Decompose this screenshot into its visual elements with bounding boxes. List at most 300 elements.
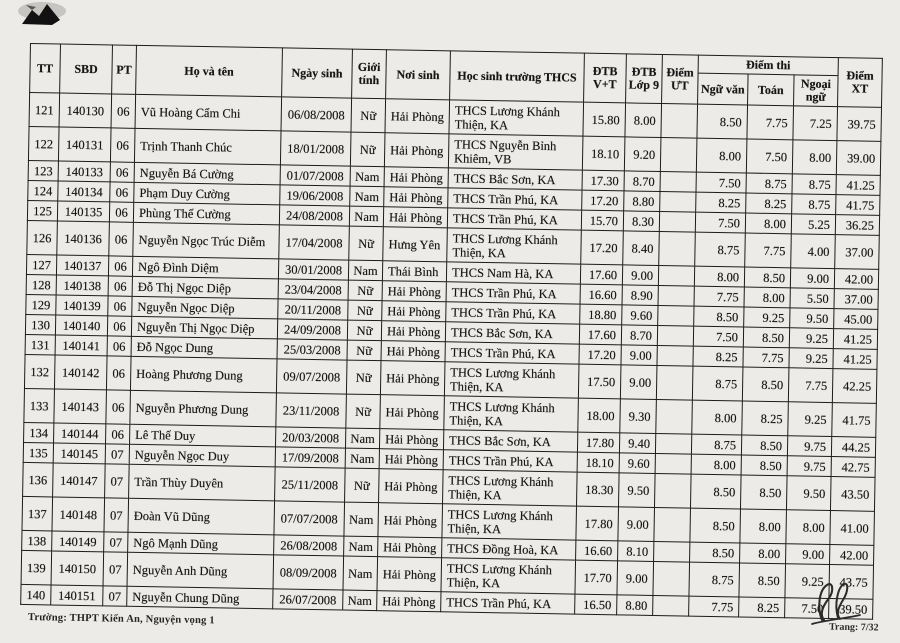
cell-ngay-sinh: 18/01/2008 <box>280 131 351 166</box>
cell-sbd: 140135 <box>57 201 109 222</box>
cell-toan: 8.00 <box>740 509 787 544</box>
cell-ngoai-ngu: 8.00 <box>786 510 831 545</box>
cell-ngoai-ngu: 5.25 <box>791 214 835 235</box>
header-ngay-sinh: Ngày sinh <box>282 48 353 98</box>
cell-tt: 128 <box>26 274 56 295</box>
cell-toan: 8.25 <box>739 597 785 618</box>
cell-gioi-tinh: Nữ <box>346 394 381 429</box>
cell-dtb-lop-9: 9.00 <box>617 561 654 596</box>
cell-dtb-v-t: 17.20 <box>582 190 624 211</box>
cell-dtb-v-t: 17.80 <box>577 432 619 453</box>
header-noi-sinh: Nơi sinh <box>386 50 451 100</box>
cell-dtb-lop-9: 8.40 <box>623 231 660 266</box>
cell-ngay-sinh: 17/09/2008 <box>275 447 345 468</box>
cell-ngay-sinh: 24/09/2008 <box>277 319 347 340</box>
cell-diem-xt: 41.25 <box>836 175 880 196</box>
cell-ho-va-ten: Đoàn Vũ Dũng <box>128 498 275 535</box>
cell-tt: 127 <box>26 254 56 275</box>
cell-tt: 133 <box>24 388 55 423</box>
header-ngu-van: Ngữ văn <box>698 73 749 105</box>
cell-noi-sinh: Hải Phòng <box>384 187 448 208</box>
header-ngoai-ngu: Ngoại ngữ <box>794 75 839 107</box>
cell-toan: 7.50 <box>746 139 793 174</box>
cell-noi-sinh: Hải Phòng <box>381 321 445 342</box>
cell-dtb-v-t: 18.10 <box>582 136 625 171</box>
cell-sbd: 140142 <box>54 355 107 390</box>
cell-tt: 129 <box>26 294 56 315</box>
cell-ngay-sinh: 24/08/2008 <box>279 205 349 226</box>
cell-diem-xt: 39.50 <box>829 599 873 620</box>
cell-ngoai-ngu: 9.50 <box>790 308 834 329</box>
cell-dtb-lop-9: 9.20 <box>624 137 661 172</box>
cell-noi-sinh: Hải Phòng <box>382 301 446 322</box>
cell-diem-ut <box>653 595 689 616</box>
cell-tt: 130 <box>25 314 55 335</box>
cell-noi-sinh: Hải Phòng <box>380 361 445 396</box>
cell-diem-ut <box>654 473 691 508</box>
cell-ngu-van: 8.25 <box>693 346 743 367</box>
cell-gioi-tinh: Nam <box>345 428 379 449</box>
header-truong-thcs: Học sinh trường THCS <box>450 51 585 102</box>
cell-tt: 135 <box>23 442 53 463</box>
cell-ho-va-ten: Phạm Duy Cường <box>134 182 280 205</box>
cell-sbd: 140138 <box>56 275 108 296</box>
cell-toan: 8.25 <box>742 401 789 436</box>
cell-noi-sinh: Hải Phòng <box>379 429 443 450</box>
cell-diem-ut <box>660 172 696 193</box>
cell-gioi-tinh: Nam <box>344 502 379 537</box>
cell-dtb-lop-9: 9.60 <box>619 453 655 474</box>
cell-pt: 06 <box>111 94 136 128</box>
cell-diem-xt: 36.25 <box>835 215 879 236</box>
cell-sbd: 140140 <box>55 315 107 336</box>
cell-sbd: 140136 <box>57 221 110 256</box>
cell-dtb-v-t: 16.60 <box>576 540 618 561</box>
cell-dtb-lop-9: 8.30 <box>623 211 659 232</box>
cell-ngoai-ngu: 8.75 <box>792 194 836 215</box>
cell-ho-va-ten: Ngô Đình Diệm <box>132 256 278 279</box>
cell-gioi-tinh: Nam <box>349 206 383 227</box>
cell-tt: 123 <box>28 160 58 181</box>
cell-ngu-van: 7.50 <box>696 172 746 193</box>
cell-diem-ut <box>660 138 697 173</box>
handwritten-signature <box>806 578 862 628</box>
cell-ngoai-ngu: 9.75 <box>787 456 831 477</box>
cell-ngay-sinh: 30/01/2008 <box>278 259 348 280</box>
cell-diem-xt: 42.00 <box>834 269 878 290</box>
cell-ngoai-ngu: 9.50 <box>786 476 831 511</box>
cell-sbd: 140130 <box>59 93 112 128</box>
cell-ngoai-ngu: 7.50 <box>785 598 829 619</box>
cell-ngay-sinh: 08/09/2008 <box>273 555 344 590</box>
header-gioi-tinh: Giới tính <box>352 49 387 99</box>
cell-pt: 06 <box>107 336 131 356</box>
cell-noi-sinh: Thái Bình <box>382 261 446 282</box>
cell-dtb-lop-9: 9.50 <box>618 473 655 508</box>
cell-ngay-sinh: 26/07/2008 <box>273 589 343 610</box>
cell-noi-sinh: Hải Phòng <box>380 395 445 430</box>
cell-truong-thcs: THCS Lương Khánh Thiện, KA <box>442 504 577 540</box>
cell-gioi-tinh: Nữ <box>346 360 381 395</box>
cell-toan: 8.50 <box>743 327 789 348</box>
cell-sbd: 140150 <box>51 551 104 586</box>
cell-diem-ut <box>657 325 693 346</box>
cell-tt: 138 <box>22 530 52 551</box>
cell-diem-ut <box>654 541 690 562</box>
cell-ngay-sinh: 17/04/2008 <box>279 225 350 260</box>
cell-dtb-v-t: 17.60 <box>579 324 621 345</box>
cell-dtb-v-t: 17.80 <box>576 506 619 541</box>
header-dtb-lop-9: ĐTB Lớp 9 <box>626 54 663 104</box>
cell-pt: 06 <box>108 276 132 296</box>
cell-pt: 07 <box>105 444 129 464</box>
cell-sbd: 140147 <box>53 463 106 498</box>
cell-dtb-lop-9: 9.40 <box>619 433 655 454</box>
cell-ngu-van: 8.75 <box>692 366 743 401</box>
cell-diem-xt: 43.50 <box>830 477 875 512</box>
cell-dtb-lop-9: 8.00 <box>625 103 662 138</box>
cell-ngu-van: 8.75 <box>695 232 746 267</box>
cell-pt: 06 <box>106 356 131 390</box>
cell-noi-sinh: Hải Phòng <box>384 167 448 188</box>
cell-noi-sinh: Hải Phòng <box>382 281 446 302</box>
cell-sbd: 140149 <box>52 531 104 552</box>
cell-diem-xt: 45.00 <box>834 309 878 330</box>
cell-diem-xt: 37.00 <box>834 289 878 310</box>
cell-toan: 8.25 <box>746 193 792 214</box>
cell-ngu-van: 8.75 <box>691 434 741 455</box>
cell-diem-xt: 39.00 <box>836 141 881 176</box>
cell-truong-thcs: THCS Lương Khánh Thiện, KA <box>441 558 576 594</box>
cell-truong-thcs: THCS Lương Khánh Thiện, KA <box>444 396 579 432</box>
cell-diem-xt: 41.75 <box>832 403 877 438</box>
cell-pt: 06 <box>110 182 134 202</box>
footer-school-label: Trường: THPT Kiến An, Nguyện vọng 1 <box>27 612 215 627</box>
cell-gioi-tinh: Nữ <box>348 300 382 321</box>
cell-pt: 06 <box>109 222 134 256</box>
cell-ho-va-ten: Nguyễn Phương Dung <box>130 390 277 427</box>
cell-gioi-tinh: Nữ <box>351 98 386 133</box>
cell-pt: 07 <box>103 552 128 586</box>
cell-toan: 8.75 <box>746 173 792 194</box>
cell-dtb-v-t: 18.00 <box>578 398 621 433</box>
cell-diem-ut <box>659 212 695 233</box>
cell-toan: 8.50 <box>741 455 787 476</box>
cell-toan: 7.75 <box>747 105 794 140</box>
cell-gioi-tinh: Nam <box>345 448 379 469</box>
cell-diem-ut <box>658 306 694 327</box>
cell-ngoai-ngu: 9.25 <box>789 328 833 349</box>
cell-ngay-sinh: 20/11/2008 <box>278 299 348 320</box>
cell-diem-xt: 41.00 <box>830 511 875 546</box>
cell-tt: 132 <box>24 354 55 389</box>
cell-tt: 126 <box>27 220 58 255</box>
cell-pt: 06 <box>106 424 130 444</box>
cell-toan: 8.50 <box>740 475 787 510</box>
cell-dtb-lop-9: 9.00 <box>621 345 657 366</box>
cell-toan: 9.25 <box>744 307 790 328</box>
cell-ho-va-ten: Nguyễn Ngọc Trúc Diễm <box>133 222 280 259</box>
header-toan: Toán <box>748 74 795 106</box>
cell-truong-thcs: THCS Trần Phú, KA <box>441 592 575 614</box>
cell-pt: 06 <box>110 162 134 182</box>
cell-ngu-van: 8.00 <box>696 138 747 173</box>
cell-truong-thcs: THCS Lương Khánh Thiện, KA <box>449 100 584 136</box>
cell-tt: 125 <box>27 200 57 221</box>
cell-ngu-van: 8.50 <box>690 542 740 563</box>
cell-ho-va-ten: Hoàng Phương Dung <box>130 356 277 393</box>
cell-ngu-van: 8.50 <box>690 474 741 509</box>
cell-dtb-lop-9: 9.60 <box>622 305 658 326</box>
cell-truong-thcs: THCS Lương Khánh Thiện, KA <box>447 228 582 264</box>
cell-dtb-v-t: 17.30 <box>582 170 624 191</box>
cell-ngoai-ngu: 9.25 <box>788 402 833 437</box>
cell-dtb-v-t: 17.60 <box>580 264 622 285</box>
cell-diem-xt: 37.00 <box>835 235 880 270</box>
cell-dtb-v-t: 16.50 <box>575 594 617 615</box>
cell-diem-ut <box>653 561 690 596</box>
cell-ngay-sinh: 23/11/2008 <box>276 393 347 428</box>
cell-gioi-tinh: Nữ <box>347 320 381 341</box>
cell-truong-thcs: THCS Trần Phú, KA <box>446 282 580 304</box>
cell-dtb-lop-9: 8.70 <box>624 171 660 192</box>
cell-diem-xt: 39.75 <box>837 107 882 142</box>
cell-ngu-van: 8.50 <box>697 104 748 139</box>
cell-diem-xt: 42.00 <box>830 545 874 566</box>
header-sbd: SBD <box>60 44 113 94</box>
cell-ngay-sinh: 09/07/2008 <box>276 359 347 394</box>
cell-ngu-van: 7.50 <box>693 326 743 347</box>
cell-truong-thcs: THCS Bắc Sơn, KA <box>445 322 579 344</box>
cell-noi-sinh: Hưng Yên <box>383 227 448 262</box>
cell-diem-ut <box>655 433 691 454</box>
cell-tt: 137 <box>22 496 53 531</box>
cell-truong-thcs: THCS Bắc Sơn, KA <box>448 168 582 190</box>
cell-toan: 8.00 <box>740 543 786 564</box>
cell-dtb-lop-9: 8.80 <box>617 595 653 616</box>
cell-dtb-lop-9: 9.00 <box>618 507 655 542</box>
cell-truong-thcs: THCS Lương Khánh Thiện, KA <box>443 470 578 506</box>
cell-sbd: 140141 <box>55 335 107 356</box>
cell-ngu-van: 8.75 <box>689 562 740 597</box>
cell-dtb-lop-9: 8.80 <box>624 191 660 212</box>
cell-toan: 8.50 <box>742 367 789 402</box>
cell-gioi-tinh: Nam <box>344 536 378 557</box>
cell-ngoai-ngu: 9.75 <box>787 436 831 457</box>
cell-gioi-tinh: Nữ <box>347 340 381 361</box>
cell-noi-sinh: Hải Phòng <box>381 341 445 362</box>
scan-corner-mark-icon <box>16 1 70 29</box>
cell-ngoai-ngu: 9.25 <box>785 564 830 599</box>
cell-sbd: 140151 <box>51 585 103 606</box>
cell-dtb-lop-9: 9.00 <box>620 365 657 400</box>
cell-gioi-tinh: Nam <box>350 166 384 187</box>
cell-sbd: 140148 <box>52 497 105 532</box>
cell-gioi-tinh: Nam <box>343 556 378 591</box>
cell-diem-ut <box>660 192 696 213</box>
cell-sbd: 140143 <box>54 389 107 424</box>
cell-ho-va-ten: Trần Thùy Duyên <box>129 464 276 501</box>
cell-tt: 140 <box>21 584 51 605</box>
cell-ngoai-ngu: 4.00 <box>791 234 836 269</box>
header-pt: PT <box>112 45 137 94</box>
header-tt: TT <box>30 44 61 94</box>
cell-diem-ut <box>658 266 694 287</box>
cell-gioi-tinh: Nữ <box>350 132 385 167</box>
cell-ho-va-ten: Đỗ Ngọc Dung <box>131 336 277 359</box>
cell-dtb-lop-9: 8.90 <box>622 285 658 306</box>
scanned-sheet <box>20 43 884 638</box>
cell-tt: 124 <box>28 180 58 201</box>
cell-toan: 7.75 <box>743 347 789 368</box>
cell-ngu-van: 7.75 <box>689 596 739 617</box>
cell-diem-ut <box>658 286 694 307</box>
cell-truong-thcs: THCS Bắc Sơn, KA <box>443 430 577 452</box>
cell-ho-va-ten: Nguyễn Ngọc Diệp <box>132 296 278 319</box>
cell-truong-thcs: THCS Nam Hà, KA <box>446 262 580 284</box>
cell-ngoai-ngu: 8.75 <box>792 174 836 195</box>
cell-ngoai-ngu: 5.50 <box>790 288 834 309</box>
cell-ho-va-ten: Phùng Thế Cường <box>133 202 279 225</box>
student-score-table <box>20 43 883 620</box>
cell-ngu-van: 8.25 <box>696 192 746 213</box>
cell-pt: 06 <box>109 202 133 222</box>
cell-ho-va-ten: Nguyễn Ngọc Duy <box>129 444 275 467</box>
cell-truong-thcs: THCS Nguyễn Bỉnh Khiêm, VB <box>448 134 583 170</box>
cell-ngay-sinh: 26/08/2008 <box>274 535 344 556</box>
cell-diem-xt: 44.25 <box>831 437 875 458</box>
cell-noi-sinh: Hải Phòng <box>378 503 443 538</box>
cell-ho-va-ten: Nguyễn Chung Dũng <box>127 586 273 609</box>
cell-ho-va-ten: Trịnh Thanh Chúc <box>134 128 281 165</box>
cell-dtb-lop-9: 9.00 <box>622 265 658 286</box>
cell-sbd: 140144 <box>54 423 106 444</box>
cell-tt: 134 <box>24 422 54 443</box>
cell-dtb-v-t: 16.60 <box>580 284 622 305</box>
cell-ngay-sinh: 07/07/2008 <box>274 501 345 536</box>
header-dtb-v-t: ĐTB V+T <box>584 53 627 103</box>
cell-noi-sinh: Hải Phòng <box>384 133 449 168</box>
header-ho-va-ten: Họ và tên <box>136 45 283 97</box>
cell-truong-thcs: THCS Trần Phú, KA <box>448 188 582 210</box>
cell-toan: 8.00 <box>744 287 790 308</box>
cell-toan: 8.00 <box>745 213 791 234</box>
cell-dtb-lop-9: 9.30 <box>620 399 657 434</box>
cell-ho-va-ten: Ngô Mạnh Dũng <box>128 532 274 555</box>
cell-ngu-van: 8.00 <box>694 266 744 287</box>
cell-ho-va-ten: Vũ Hoàng Cẩm Chi <box>135 94 282 131</box>
cell-ngay-sinh: 01/07/2008 <box>280 165 350 186</box>
cell-ho-va-ten: Nguyễn Anh Dũng <box>127 552 274 589</box>
cell-diem-xt: 43.75 <box>829 565 874 600</box>
cell-ngoai-ngu: 9.00 <box>790 268 834 289</box>
cell-toan: 8.50 <box>741 435 787 456</box>
cell-truong-thcs: THCS Trần Phú, KA <box>445 342 579 364</box>
table-body <box>21 93 882 620</box>
cell-diem-ut <box>655 453 691 474</box>
cell-gioi-tinh: Nam <box>348 260 382 281</box>
cell-diem-xt: 41.25 <box>833 329 877 350</box>
cell-sbd: 140139 <box>56 295 108 316</box>
cell-diem-xt: 42.75 <box>831 457 875 478</box>
cell-sbd: 140134 <box>58 181 110 202</box>
cell-tt: 136 <box>23 462 54 497</box>
cell-ngu-van: 8.50 <box>694 306 744 327</box>
cell-ngay-sinh: 23/04/2008 <box>278 279 348 300</box>
header-diem-xt: Điểm XT <box>838 58 883 108</box>
cell-ngoai-ngu: 9.25 <box>789 348 833 369</box>
cell-ngay-sinh: 25/11/2008 <box>275 467 346 502</box>
cell-ngu-van: 8.50 <box>690 508 741 543</box>
cell-dtb-v-t: 17.70 <box>575 560 618 595</box>
cell-ho-va-ten: Lê Thế Duy <box>130 424 276 447</box>
cell-ho-va-ten: Nguyễn Bá Cường <box>134 162 280 185</box>
cell-pt: 06 <box>107 316 131 336</box>
cell-ngay-sinh: 06/08/2008 <box>281 97 352 132</box>
cell-tt: 121 <box>29 93 60 128</box>
cell-dtb-v-t: 18.80 <box>580 304 622 325</box>
cell-pt: 07 <box>104 498 129 532</box>
cell-diem-ut <box>654 507 691 542</box>
cell-dtb-v-t: 18.10 <box>577 452 619 473</box>
cell-diem-ut <box>661 104 698 139</box>
cell-diem-xt: 41.25 <box>833 349 877 370</box>
cell-diem-ut <box>656 365 693 400</box>
cell-sbd: 140145 <box>53 443 105 464</box>
cell-ho-va-ten: Nguyễn Thị Ngọc Diệp <box>131 316 277 339</box>
cell-noi-sinh: Hải Phòng <box>379 449 443 470</box>
page-number: Trang: 7/32 <box>828 621 879 634</box>
header-diem-ut: Điểm ƯT <box>662 55 699 105</box>
cell-diem-ut <box>657 345 693 366</box>
cell-toan: 8.50 <box>739 563 786 598</box>
cell-tt: 139 <box>21 550 52 585</box>
cell-noi-sinh: Hải Phòng <box>383 207 447 228</box>
cell-ngu-van: 7.75 <box>694 286 744 307</box>
cell-truong-thcs: THCS Trần Phú, KA <box>447 208 581 230</box>
cell-tt: 131 <box>25 334 55 355</box>
cell-ngoai-ngu: 7.75 <box>788 368 833 403</box>
cell-gioi-tinh: Nam <box>350 186 384 207</box>
cell-ngoai-ngu: 9.00 <box>786 544 830 565</box>
cell-truong-thcs: THCS Lương Khánh Thiện, KA <box>444 362 579 398</box>
cell-pt: 06 <box>110 128 135 162</box>
cell-noi-sinh: Hải Phòng <box>385 99 450 134</box>
cell-diem-xt: 42.25 <box>832 369 877 404</box>
cell-ngay-sinh: 20/03/2008 <box>275 427 345 448</box>
cell-truong-thcs: THCS Đồng Hoà, KA <box>442 538 576 560</box>
cell-ngay-sinh: 25/03/2008 <box>277 339 347 360</box>
cell-diem-ut <box>659 232 696 267</box>
header-diem-thi: Điểm thi <box>698 55 838 75</box>
cell-pt: 07 <box>104 532 128 552</box>
cell-ngay-sinh: 19/06/2008 <box>280 185 350 206</box>
cell-dtb-lop-9: 8.10 <box>618 541 654 562</box>
cell-pt: 06 <box>108 256 132 276</box>
cell-gioi-tinh: Nữ <box>345 468 380 503</box>
cell-dtb-v-t: 17.20 <box>581 230 624 265</box>
cell-sbd: 140133 <box>58 161 110 182</box>
cell-ngu-van: 8.00 <box>691 454 741 475</box>
cell-pt: 06 <box>108 296 132 316</box>
cell-sbd: 140131 <box>58 127 111 162</box>
cell-ngoai-ngu: 7.25 <box>793 106 838 141</box>
cell-dtb-v-t: 15.80 <box>583 102 626 137</box>
cell-dtb-v-t: 17.20 <box>579 344 621 365</box>
cell-noi-sinh: Hải Phòng <box>379 469 444 504</box>
cell-toan: 7.75 <box>745 233 792 268</box>
cell-noi-sinh: Hải Phòng <box>377 557 442 592</box>
